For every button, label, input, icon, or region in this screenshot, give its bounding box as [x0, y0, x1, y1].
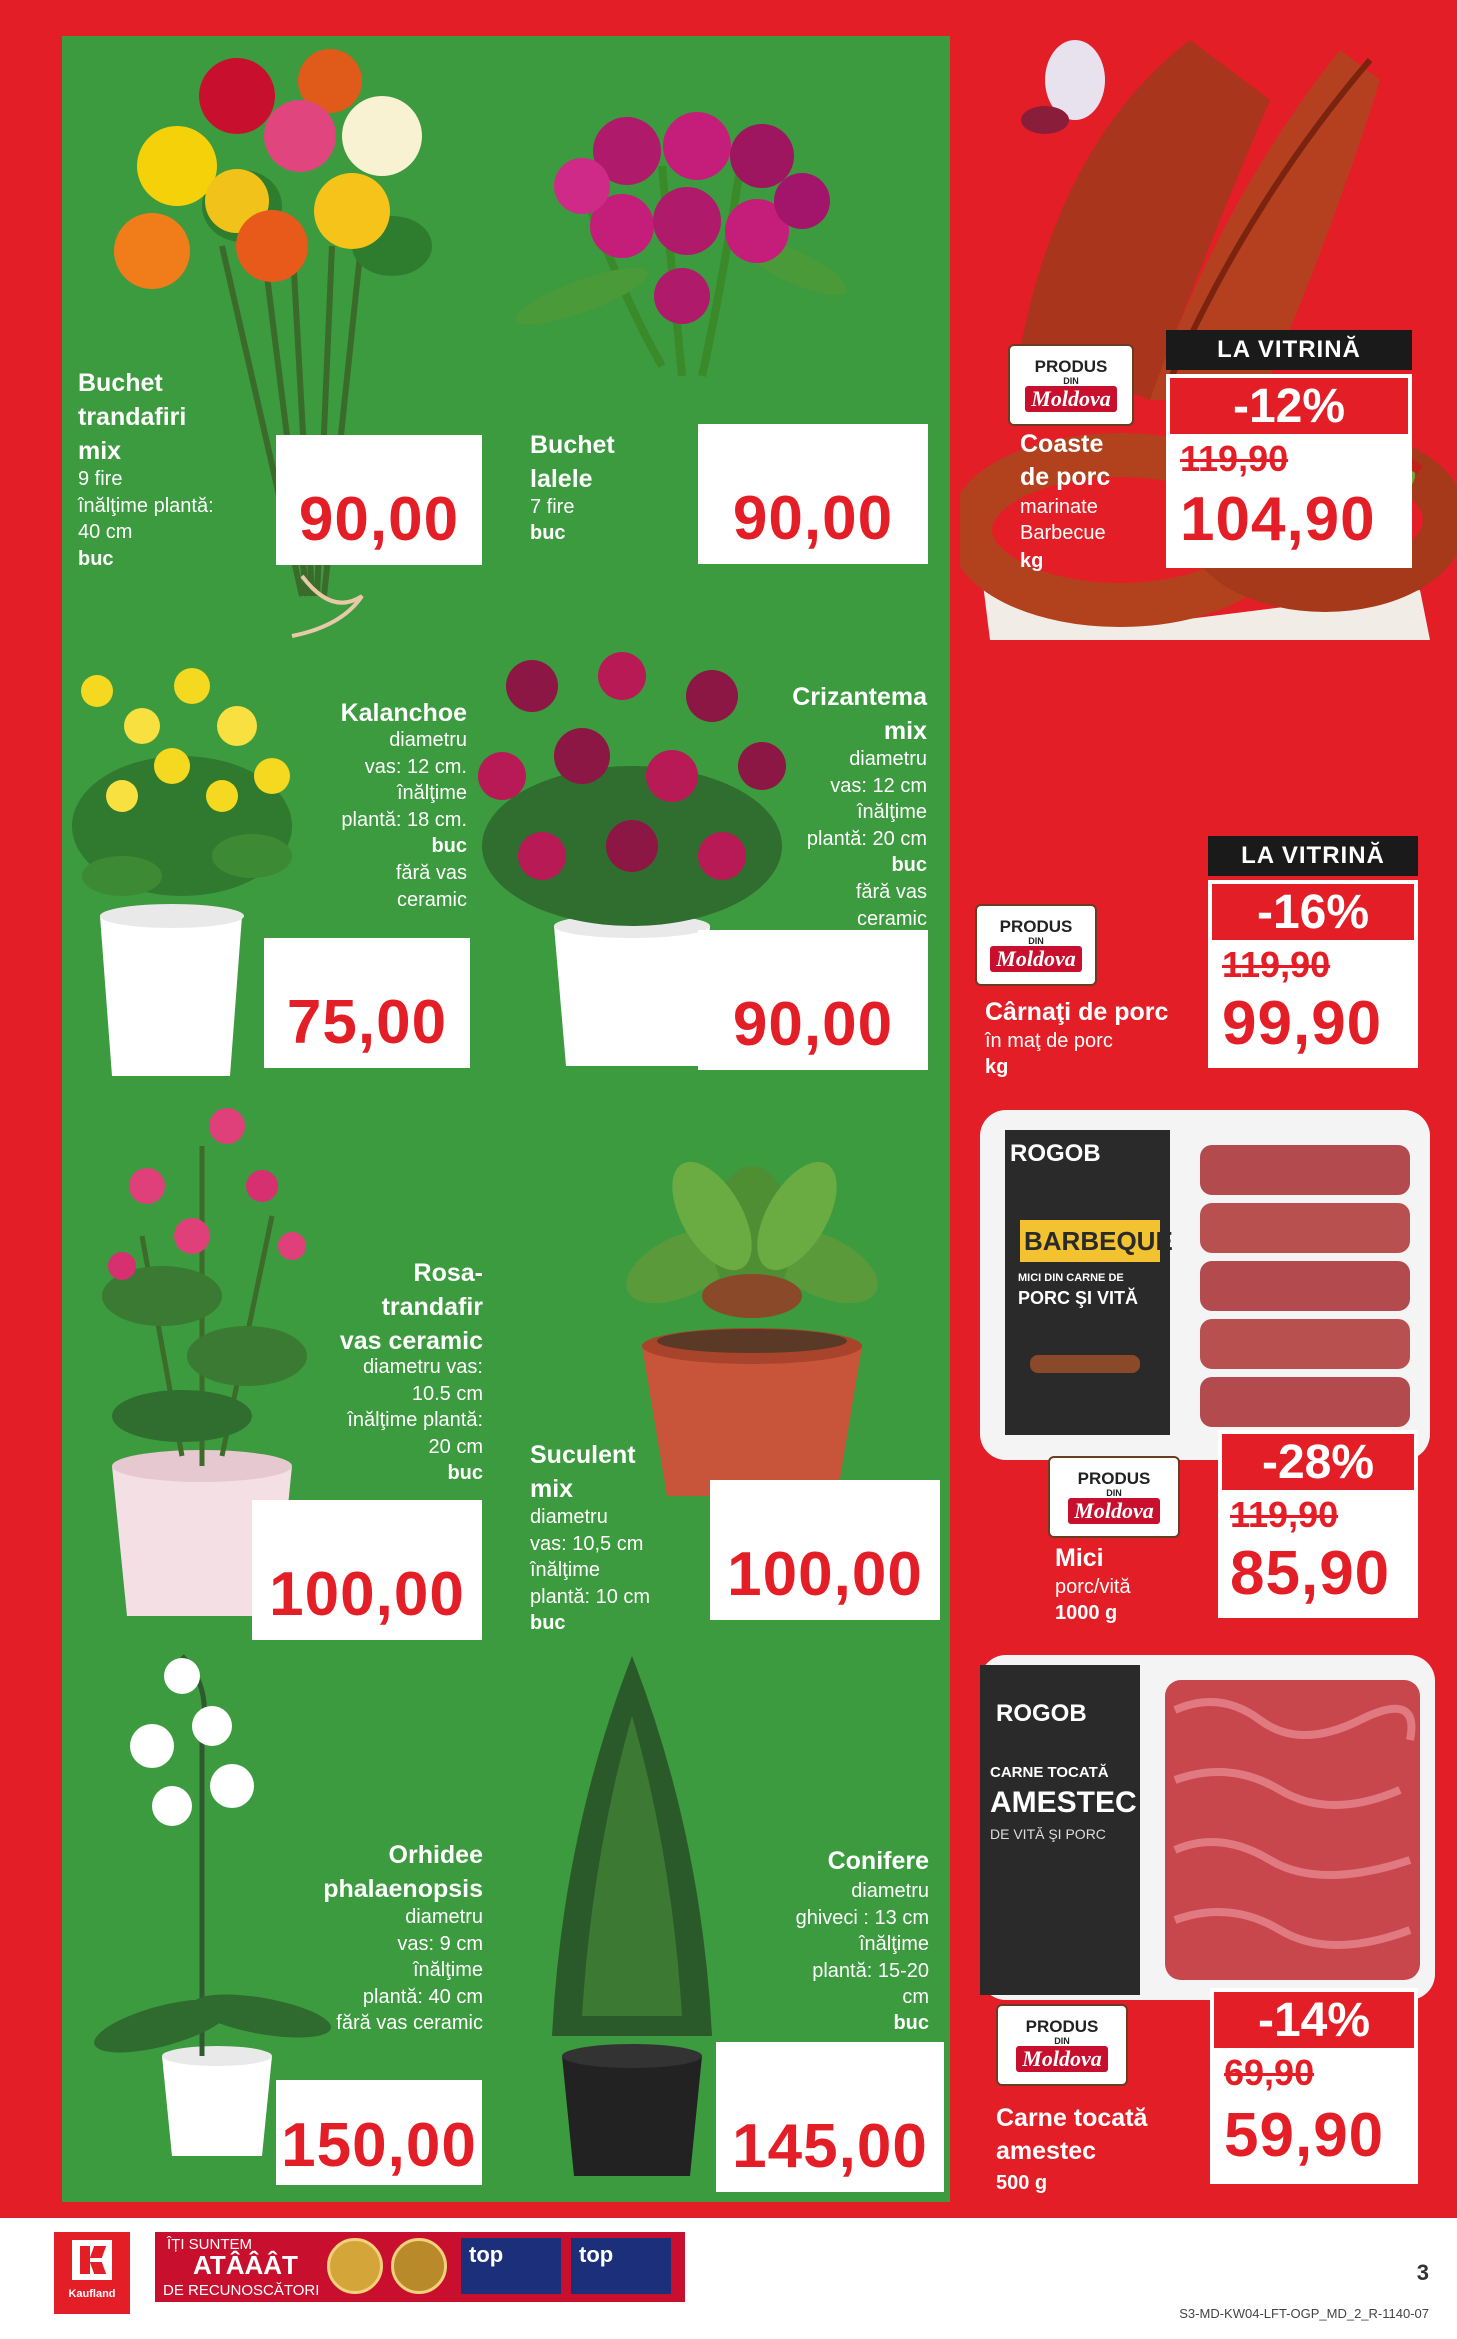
flower-name-mini-rose: Rosa- trandafir vas ceramic	[339, 1259, 483, 1355]
price-chrysanthemum: 90,00	[698, 930, 928, 1070]
succulent-image	[615, 1149, 889, 1496]
price-tulips: 90,00	[698, 424, 928, 564]
produs-moldova-badge-3: PRODUS DIN Moldova	[1048, 1456, 1180, 1538]
flower-unit-conifer: buc	[893, 2012, 929, 2034]
price-roses: 90,00	[276, 435, 482, 565]
produs-moldova-badge-2: PRODUS DIN Moldova	[975, 904, 1097, 986]
flower-unit-tulips: buc	[530, 522, 566, 544]
produs-moldova-badge-1: PRODUS DIN Moldova	[1008, 344, 1134, 426]
flower-name-kalanchoe: Kalanchoe	[340, 699, 467, 727]
flower-unit-kalanchoe: buc	[431, 835, 467, 857]
meat-desc-3: porc/vită	[1055, 1576, 1131, 1598]
flower-name-orchid: Orhidee phalaenopsis	[323, 1841, 483, 1903]
banner-line-3: DE RECUNOSCĂTORI	[163, 2282, 320, 2299]
vitrina-badge-2: LA VITRINĂ	[1208, 836, 1418, 876]
price-mini-rose: 100,00	[252, 1500, 482, 1640]
meat-desc-1: marinate Barbecue	[1020, 496, 1106, 544]
mici-pack-title: BARBEQUE	[1024, 1226, 1173, 1256]
meat-name-1: Coaste de porc	[1020, 430, 1111, 491]
flower-desc-kalanchoe: diametru vas: 12 cm. înălţime plantă: 18 cm.	[341, 729, 467, 831]
price-succulent: 100,00	[710, 1480, 940, 1620]
meat-name-4: Carne tocată amestec	[996, 2104, 1148, 2165]
top-employer-badge-1: top	[461, 2238, 561, 2294]
tulips-image	[511, 112, 853, 376]
mici-pack-brand: ROGOB	[1010, 1140, 1101, 1167]
mici-pack-sub: MICI DIN CARNE DE	[1018, 1272, 1124, 1284]
flower-unit-roses: buc	[78, 548, 114, 570]
price-box-4	[1210, 2052, 1418, 2184]
flower-desc-orchid: diametru vas: 9 cm înălţime plantă: 40 cm fără vas ceramic	[336, 1906, 483, 2034]
banner-line-1: ÎȚI SUNTEM	[167, 2236, 252, 2253]
kaufland-logo-icon	[72, 2240, 112, 2280]
discount-badge-2: -16%	[1208, 880, 1418, 944]
flower-extra-chrysanthemum: fără vas ceramic	[855, 881, 927, 930]
flower-name-chrysanthemum: Crizantema mix	[792, 683, 927, 745]
produs-moldova-badge-4: PRODUS DIN Moldova	[996, 2004, 1128, 2086]
award-seal-1	[327, 2238, 383, 2294]
meat-unit-2: kg	[985, 1056, 1009, 1078]
new-price-2: 99,90	[1222, 989, 1383, 1058]
meat-desc-2: în maţ de porc	[985, 1030, 1113, 1052]
new-price-4: 59,90	[1224, 2101, 1385, 2170]
minced-pack-sub: AMESTEC	[990, 1786, 1137, 1819]
document-code: S3-MD-KW04-LFT-OGP_MD_2_R-1140-07	[1179, 2306, 1429, 2321]
flower-desc-tulips: 7 fire	[530, 496, 575, 518]
discount-badge-3: -28%	[1218, 1430, 1418, 1494]
flower-extra-kalanchoe: fără vas ceramic	[395, 862, 467, 911]
flower-name-succulent: Suculent mix	[530, 1441, 636, 1503]
price-conifer: 145,00	[716, 2042, 944, 2192]
price-orchid: 150,00	[276, 2080, 482, 2185]
flower-unit-chrysanthemum: buc	[891, 854, 927, 876]
meat-name-3: Mici	[1055, 1544, 1104, 1572]
footer	[0, 2218, 1457, 2339]
meat-unit-4: 500 g	[996, 2172, 1048, 2194]
flower-desc-succulent: diametru vas: 10,5 cm înălţime plantă: 10 cm	[530, 1506, 651, 1608]
old-price-1: 119,90	[1180, 438, 1289, 479]
meat-unit-1: kg	[1020, 550, 1044, 572]
new-price-3: 85,90	[1230, 1539, 1391, 1608]
flower-name-roses: Buchet trandafiri mix	[78, 369, 187, 465]
flower-desc-mini-rose: diametru vas: 10.5 cm înălţime plantă: 20 cm	[347, 1356, 483, 1458]
flower-unit-succulent: buc	[530, 1612, 566, 1634]
meat-name-2: Cârnaţi de porc	[985, 998, 1169, 1026]
kaufland-logo[interactable]	[54, 2232, 130, 2314]
kalanchoe-image	[72, 668, 292, 1076]
vitrina-badge-1: LA VITRINĂ	[1166, 330, 1412, 370]
price-kalanchoe: 75,00	[264, 938, 470, 1068]
minced-pack-title: CARNE TOCATĂ	[990, 1764, 1109, 1781]
minced-pack-sub2: DE VITĂ ŞI PORC	[990, 1826, 1106, 1842]
price-box-2	[1208, 944, 1418, 1068]
mici-pack-sub2: PORC ŞI VITĂ	[1018, 1288, 1139, 1308]
flower-desc-roses: 9 fire înălţime plantă: 40 cm	[78, 468, 214, 543]
minced-pack-brand: ROGOB	[996, 1700, 1087, 1727]
new-price-1: 104,90	[1180, 485, 1376, 554]
price-box-1	[1166, 438, 1412, 568]
discount-badge-4: -14%	[1210, 1988, 1418, 2052]
price-box-3	[1218, 1494, 1418, 1618]
flower-name-tulips: Buchet lalele	[530, 431, 615, 493]
discount-badge-1: -12%	[1166, 374, 1412, 438]
banner-line-2: ATÂÂÂT	[193, 2250, 298, 2280]
flower-unit-mini-rose: buc	[447, 1462, 483, 1484]
award-banner	[155, 2232, 685, 2302]
flower-desc-conifer: diametru ghiveci : 13 cm înălţime plantă: 15-20 cm	[795, 1880, 929, 2008]
meat-unit-3: 1000 g	[1055, 1602, 1118, 1624]
page-number: 3	[1416, 2260, 1429, 2285]
flower-name-conifer: Conifere	[827, 1847, 929, 1875]
old-price-3: 119,90	[1230, 1494, 1339, 1535]
old-price-4: 69,90	[1224, 2052, 1315, 2093]
conifer-image	[552, 1656, 712, 2176]
flower-desc-chrysanthemum: diametru vas: 12 cm înălţime plantă: 20 cm	[806, 748, 927, 850]
old-price-2: 119,90	[1222, 944, 1331, 985]
top-employer-badge-2: top	[571, 2238, 671, 2294]
award-seal-2	[391, 2238, 447, 2294]
kaufland-logo-text: Kaufland	[68, 2288, 116, 2300]
